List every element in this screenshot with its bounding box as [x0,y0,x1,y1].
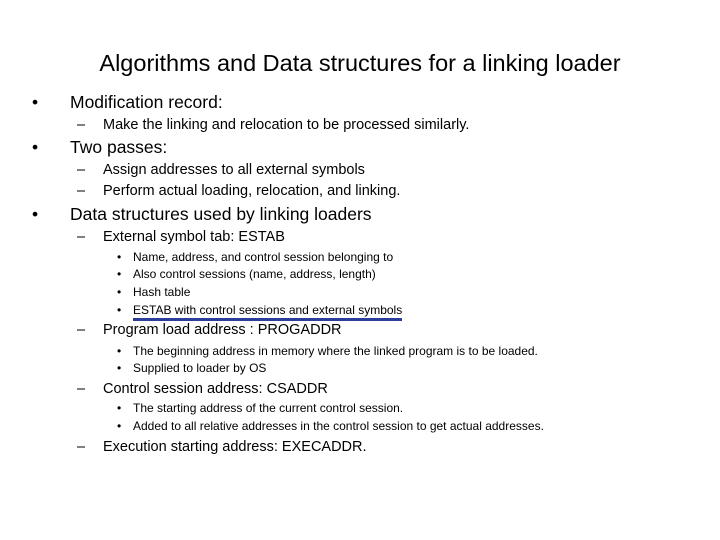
slide-title: Algorithms and Data structures for a linking loader [99,50,621,76]
list-item-text: Added to all relative addresses in the control session to get actual addresses. [133,419,544,433]
estab-hyperlink[interactable]: ESTAB with control sessions and external symbols [133,303,402,321]
sub-bullet [77,183,401,199]
bullet-icon: • [117,285,122,299]
bullet-text: Two passes: [70,137,168,157]
list-item [117,250,394,264]
bullet-text: Data structures used by linking loaders [70,204,372,224]
sub-bullet-progaddr [77,322,342,338]
bullet-icon: • [32,204,39,224]
bullet-icon: • [32,92,39,112]
sub-bullet-text: External symbol tab: ESTAB [103,229,285,245]
list-item [117,267,376,281]
bullet-icon: • [117,361,122,375]
bullet-data-structures [32,204,372,224]
list-item-text: Name, address, and control session belonging to [133,250,394,264]
sub-bullet [77,162,365,178]
list-item-text: Also control sessions (name, address, length) [133,267,376,281]
dash-icon: – [77,439,86,455]
list-item [117,303,403,317]
dash-icon: – [77,117,86,133]
list-item [117,361,267,375]
list-item-text: Hash table [133,285,191,299]
bullet-two-passes [32,137,168,157]
bullet-text: Modification record: [70,92,223,112]
bullet-icon: • [117,419,122,433]
bullet-icon: • [117,401,122,415]
bullet-modification-record [32,92,223,112]
list-item [117,344,538,358]
sub-bullet-text: Assign addresses to all external symbols [103,162,365,178]
sub-bullet-estab [77,229,285,245]
list-item-text: The beginning address in memory where the linked program is to be loaded. [133,344,538,358]
sub-bullet [77,117,470,133]
dash-icon: – [77,162,86,178]
sub-bullet-execaddr [77,439,367,455]
dash-icon: – [77,322,86,338]
bullet-icon: • [117,267,122,281]
list-item-text: The starting address of the current control session. [133,401,404,415]
bullet-icon: • [117,303,122,317]
list-item [117,285,191,299]
dash-icon: – [77,381,86,397]
list-item [117,419,544,433]
bullet-icon: • [117,344,122,358]
dash-icon: – [77,229,86,245]
bullet-icon: • [117,250,122,264]
sub-bullet-csaddr [77,381,328,397]
sub-bullet-text: Control session address: CSADDR [103,381,328,397]
sub-bullet-text: Execution starting address: EXECADDR. [103,439,367,455]
list-item-text: Supplied to loader by OS [133,361,267,375]
sub-bullet-text: Program load address : PROGADDR [103,322,342,338]
sub-bullet-text: Make the linking and relocation to be processed similarly. [103,117,470,133]
list-item [117,401,404,415]
bullet-icon: • [32,137,39,157]
sub-bullet-text: Perform actual loading, relocation, and linking. [103,183,401,199]
dash-icon: – [77,183,86,199]
